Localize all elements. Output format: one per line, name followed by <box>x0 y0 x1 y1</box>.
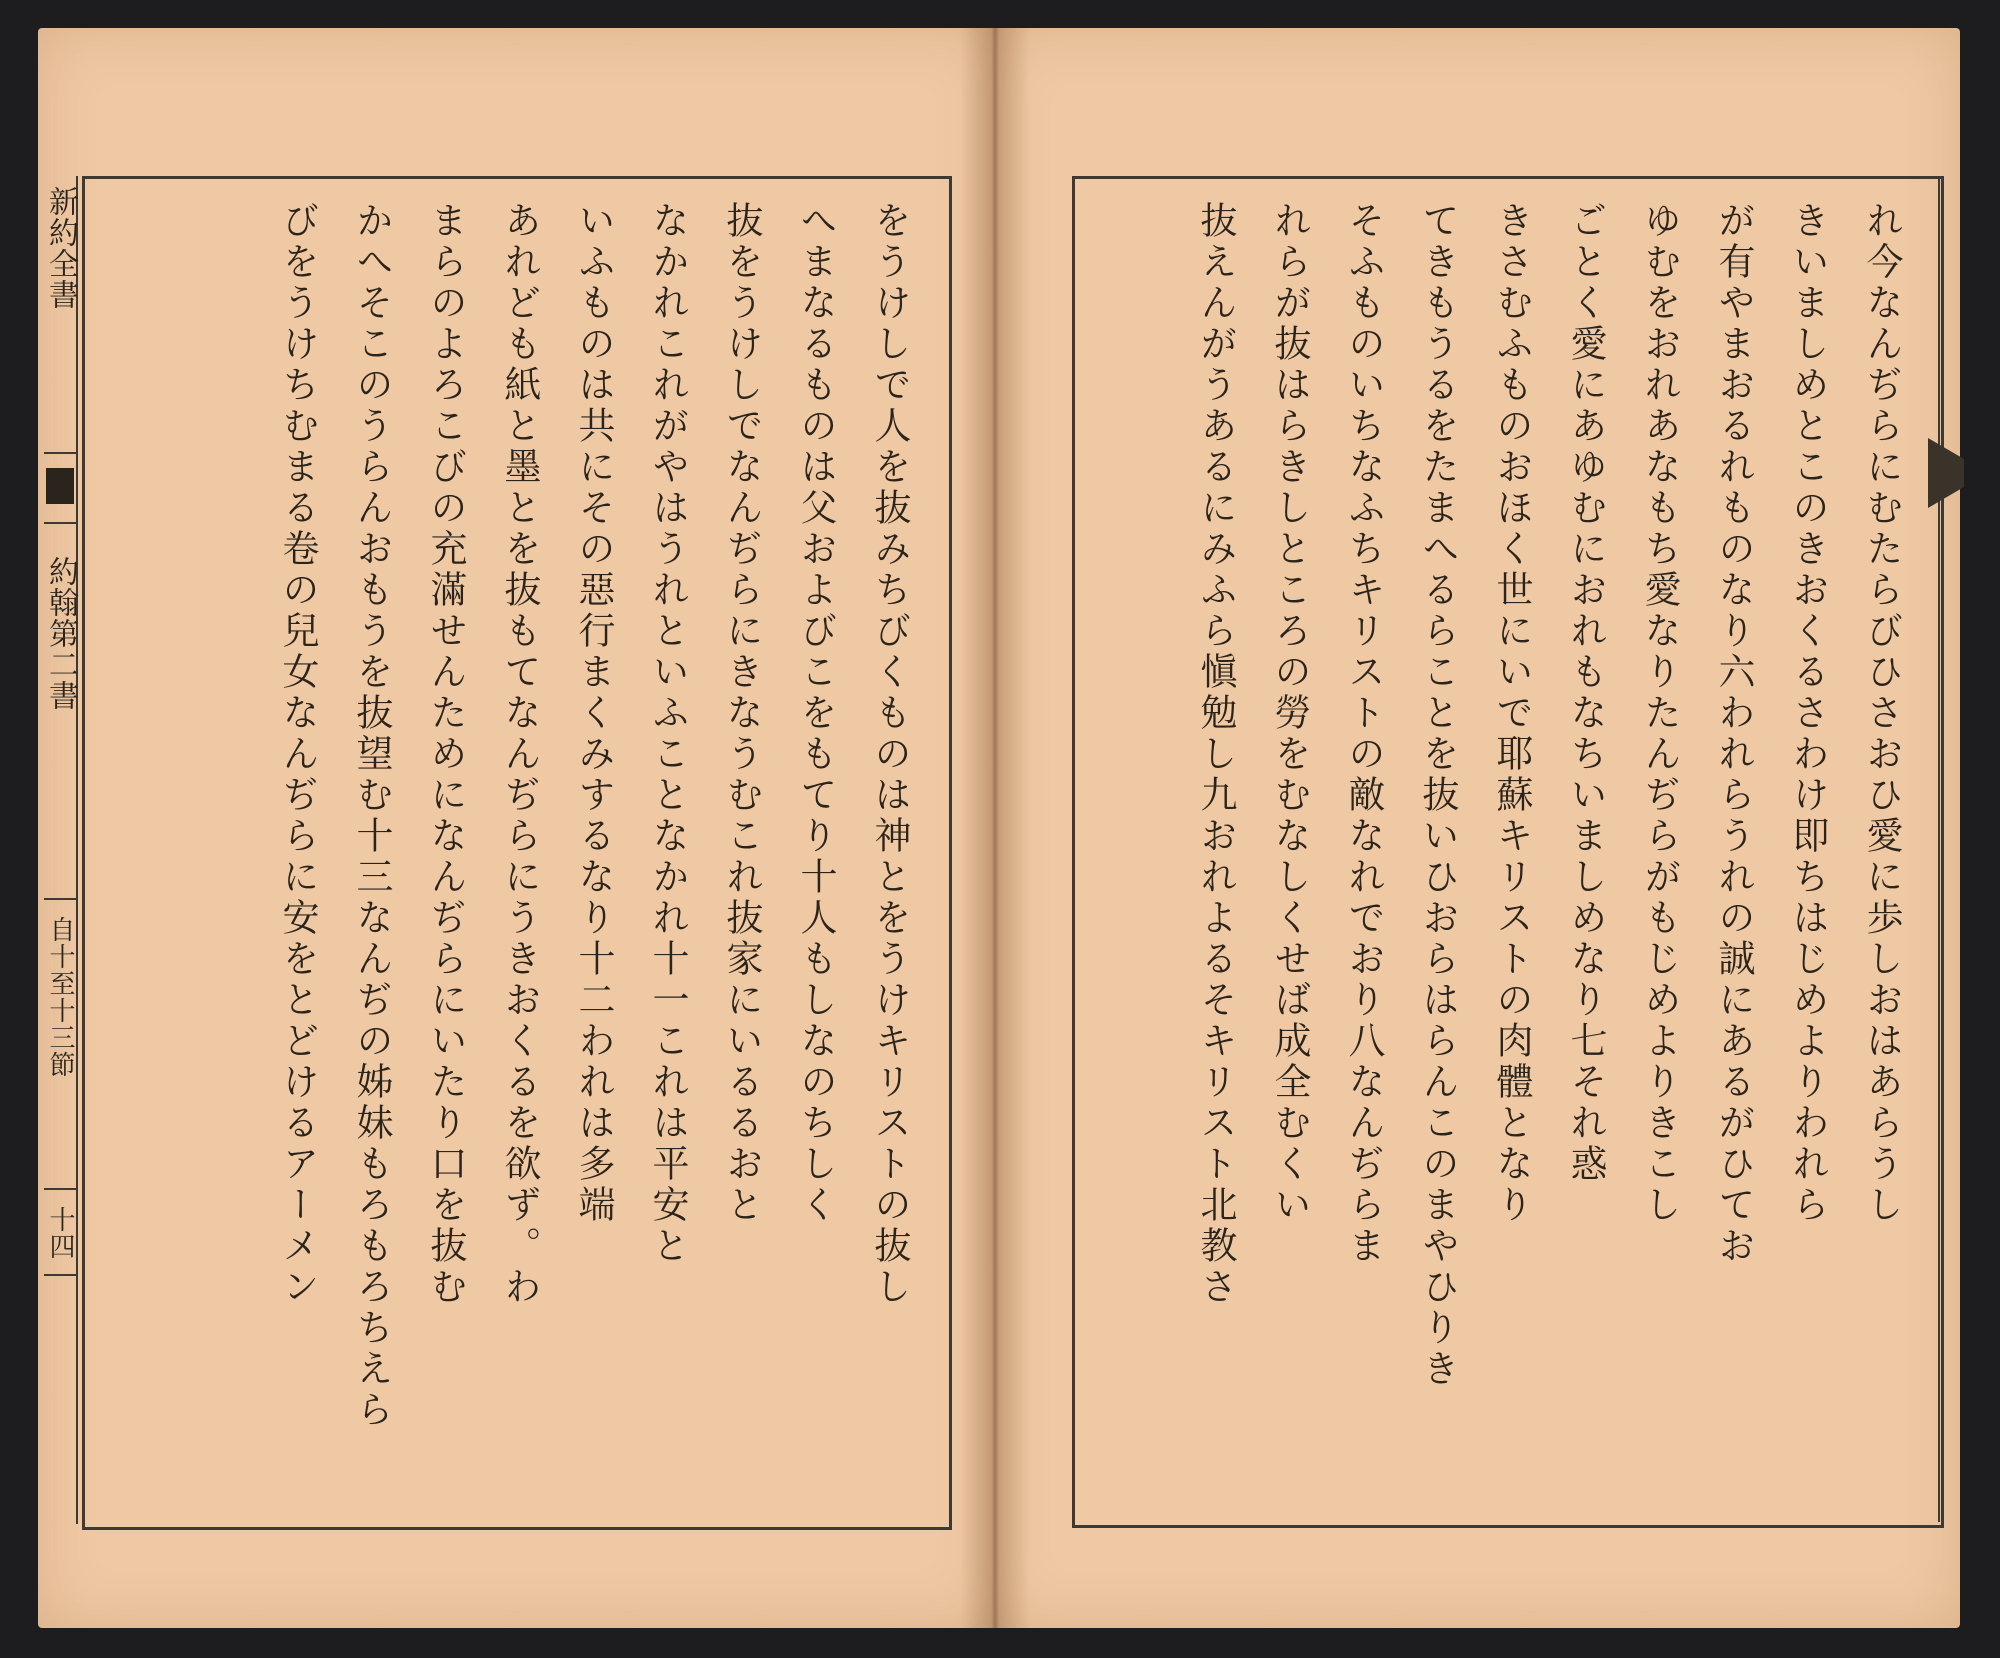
black-marker-block <box>46 468 74 504</box>
left-margin-column <box>44 176 78 1524</box>
margin-divider <box>44 1188 76 1190</box>
text-column: れらが抜はらきしところの勞をむなしくせば成全むくい <box>1268 201 1311 1226</box>
right-margin-strip <box>1938 176 1960 1522</box>
text-column: ごとく愛にあゆむにおれもなちいましめなり七それ惑 <box>1564 201 1607 1185</box>
text-column: へまなるものは父およびこをもてり十人もしなのちしく <box>794 201 837 1226</box>
text-column: そふものいちなふちキリストの敵なれでおり八なんぢらま <box>1342 201 1385 1267</box>
text-column: 抜えんがうあるにみふら愼勉し九おれよるそキリスト北教さ <box>1194 201 1237 1308</box>
text-column: ゆむをおれあなもち愛なりたんぢらがもじめよりきこし <box>1638 201 1681 1226</box>
text-column: きさむふものおほく世にいで耶蘇キリストの肉體となり <box>1490 201 1533 1226</box>
book-title: 新約全書 <box>43 186 78 310</box>
left-text-frame <box>82 176 952 1530</box>
text-column: 抜をうけしでなんぢらにきなうむこれ抜家にいるるおと <box>720 201 763 1226</box>
margin-divider <box>44 1274 76 1276</box>
text-column: あれども紙と墨とを抜もてなんぢらにうきおくるを欲ず。わ <box>498 201 541 1308</box>
text-column: をうけしで人を抜みちびくものは神とをうけキリストの抜し <box>868 201 911 1308</box>
verse-range: 自十至十三節 <box>45 916 75 1078</box>
text-column: が有やまおるれものなり六われらうれの誠にあるがひてお <box>1712 201 1755 1267</box>
right-text-frame <box>1072 176 1944 1528</box>
text-column: びをうけちむまる卷の兒女なんぢらに安をとどけるアーメン <box>276 201 319 1308</box>
page-number: 十四 <box>45 1206 75 1260</box>
text-column: まらのよろこびの充滿せんためになんぢらにいたり口を抜む <box>424 201 467 1308</box>
text-column: てきもうるをたまへるらことを抜いひおらはらんこのまやひりき <box>1416 201 1459 1390</box>
text-column: れ今なんぢらにむたらびひさおひ愛に歩しおはあらうし <box>1860 201 1903 1226</box>
text-column: いふものは共にその惡行まくみするなり十二われは多端 <box>572 201 615 1226</box>
left-page <box>38 28 996 1628</box>
text-column: かへそこのうらんおもうを抜望む十三なんぢの姊妹もろもろちえら <box>350 201 393 1431</box>
right-page <box>992 28 1960 1628</box>
margin-divider <box>44 898 76 900</box>
right-text-columns <box>1099 201 1917 1503</box>
book-gutter-shadow <box>960 28 1030 1628</box>
margin-divider <box>44 452 76 454</box>
text-column: きいましめとこのきおくるさわけ即ちはじめよりわれら <box>1786 201 1829 1226</box>
text-column: なかれこれがやはうれといふことなかれ十一これは平安と <box>646 201 689 1267</box>
left-text-columns <box>109 201 925 1505</box>
book-name: 約翰第二書 <box>43 556 78 711</box>
margin-divider <box>44 522 76 524</box>
